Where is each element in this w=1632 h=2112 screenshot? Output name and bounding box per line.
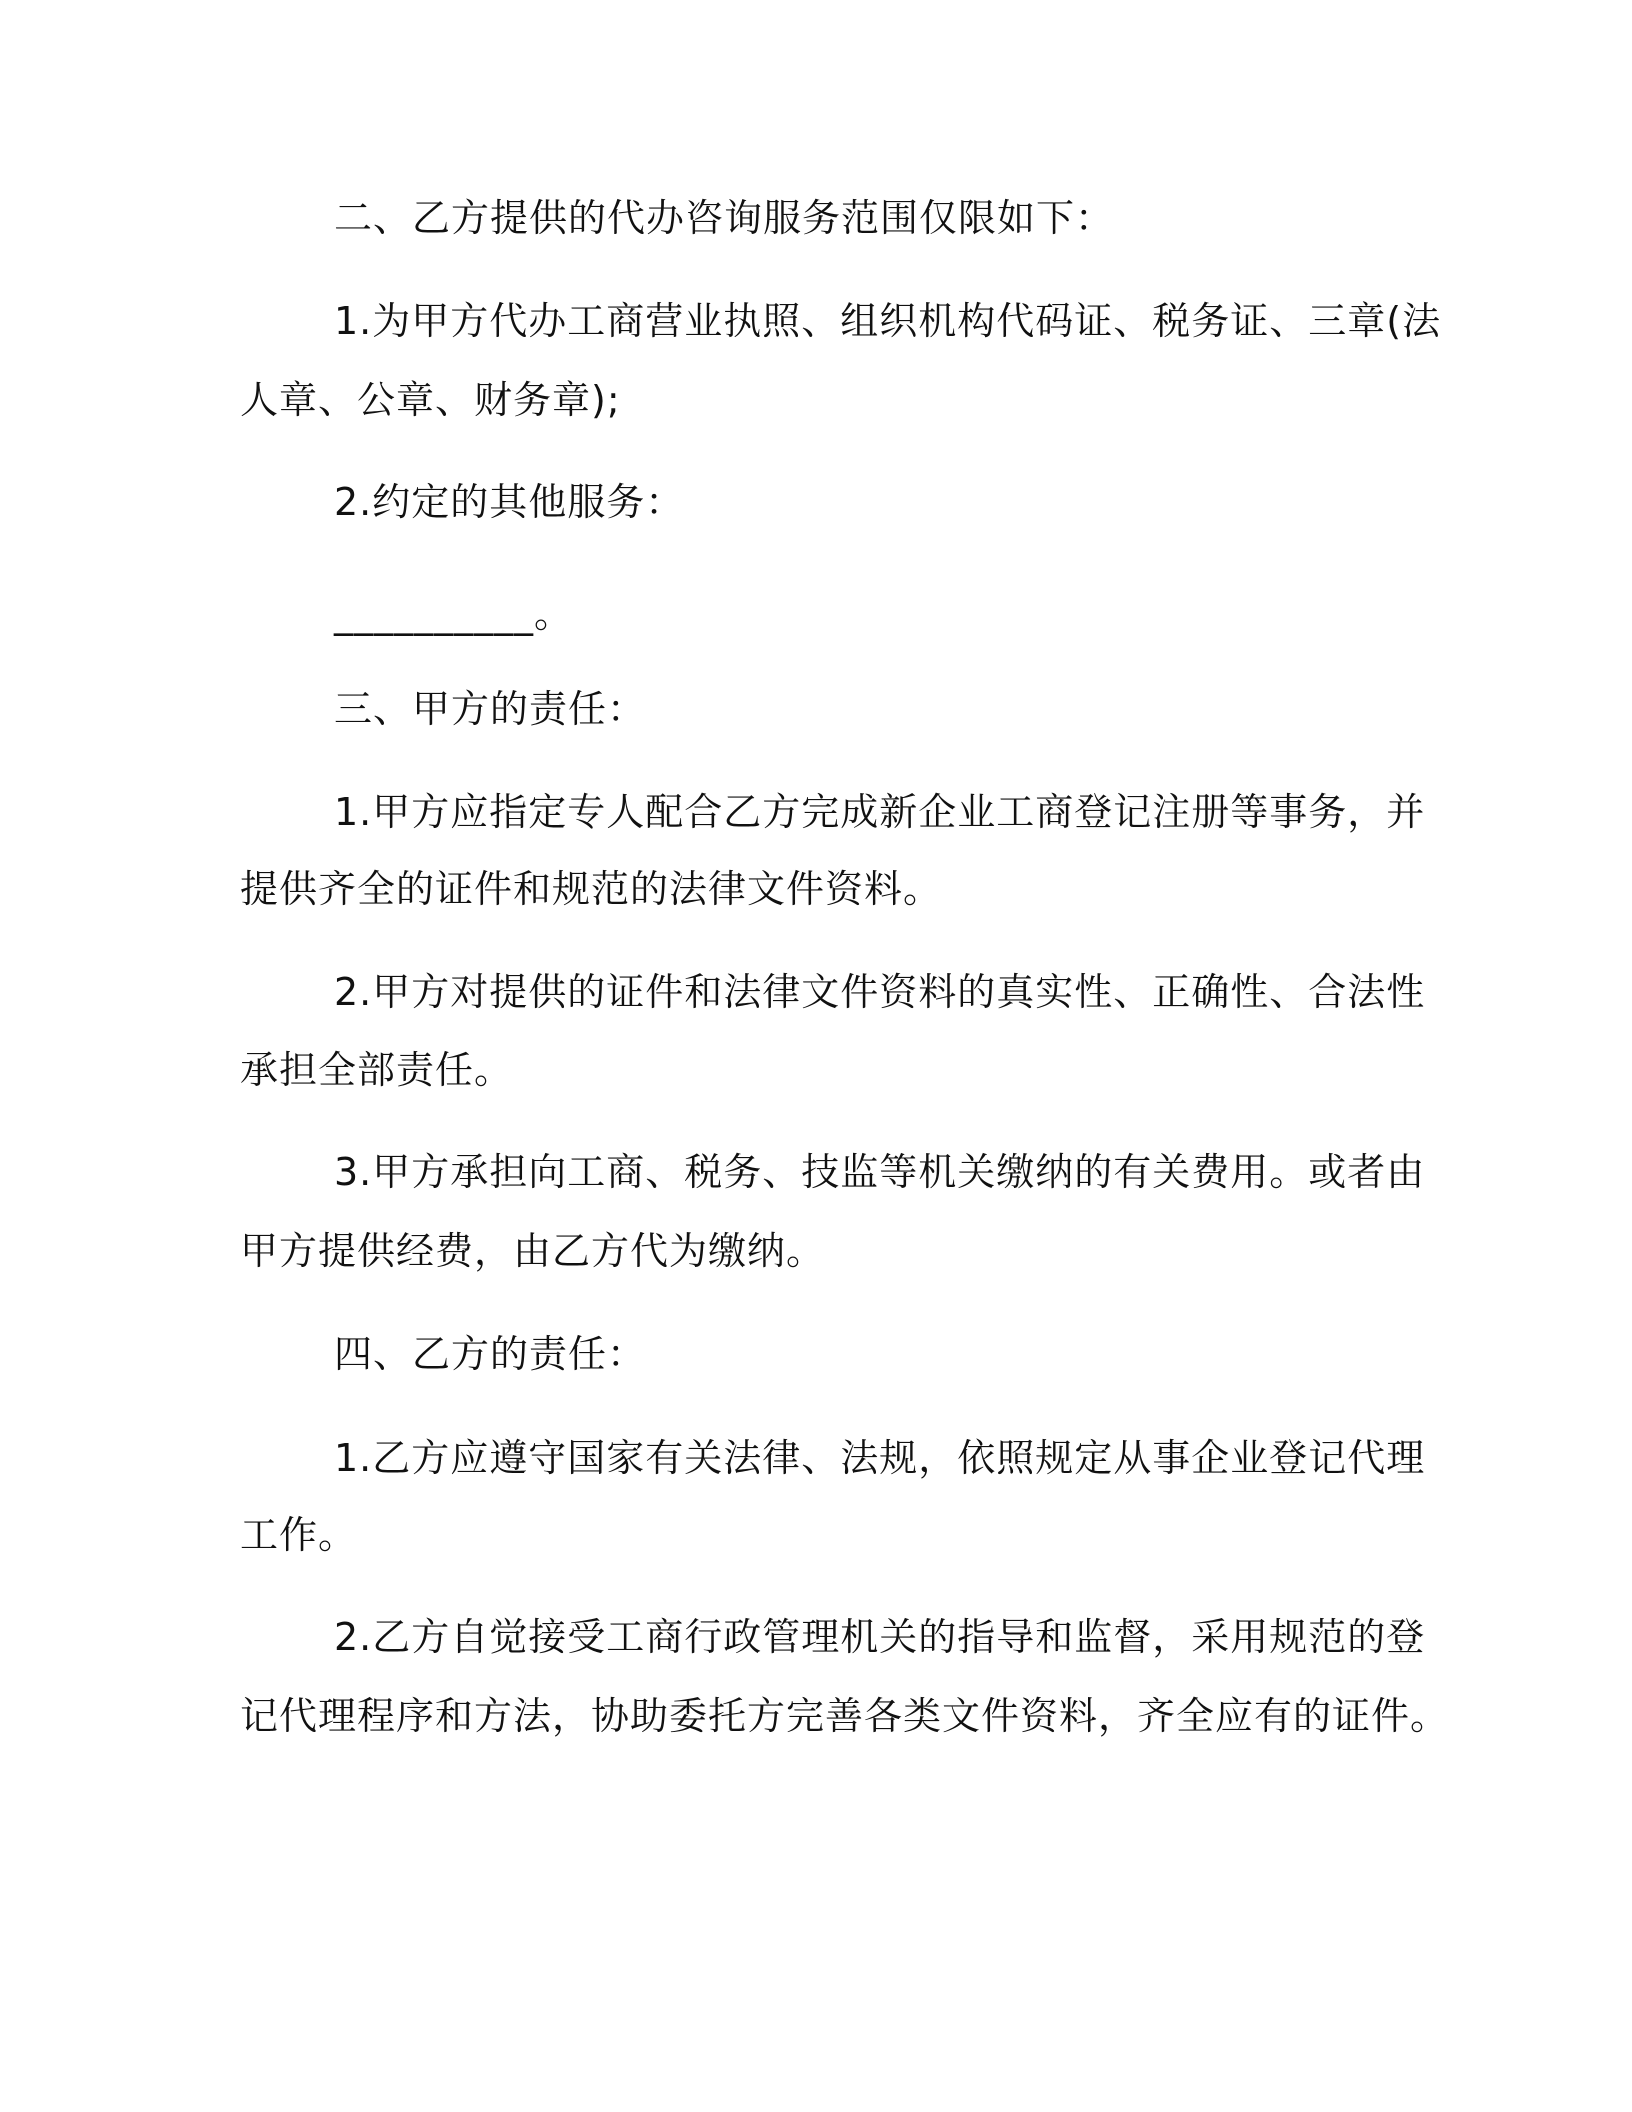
section-heading-two: 二、乙方提供的代办咨询服务范围仅限如下：	[334, 196, 1115, 240]
clause-line: 提供齐全的证件和规范的法律文件资料。	[240, 867, 943, 911]
section-heading-four: 四、乙方的责任：	[334, 1332, 647, 1376]
clause-line: 承担全部责任。	[240, 1048, 514, 1092]
clause-line: 2.甲方对提供的证件和法律文件资料的真实性、正确性、合法性	[334, 970, 1426, 1014]
clause-line: 甲方提供经费，由乙方代为缴纳。	[240, 1229, 826, 1273]
clause-line: 1.乙方应遵守国家有关法律、法规，依照规定从事企业登记代理	[334, 1436, 1426, 1480]
clause-line: 2.乙方自觉接受工商行政管理机关的指导和监督，采用规范的登	[334, 1615, 1426, 1659]
clause-line: 1.甲方应指定专人配合乙方完成新企业工商登记注册等事务，并	[334, 790, 1426, 834]
section-heading-three: 三、甲方的责任：	[334, 687, 647, 731]
clause-line: 记代理程序和方法，协助委托方完善各类文件资料，齐全应有的证件。	[240, 1694, 1450, 1738]
blank-fill-line: __________。	[334, 592, 574, 636]
clause-line: 人章、公章、财务章);	[240, 378, 621, 422]
clause-line: 2.约定的其他服务：	[334, 480, 685, 524]
clause-line: 工作。	[240, 1513, 358, 1557]
clause-line: 3.甲方承担向工商、税务、技监等机关缴纳的有关费用。或者由	[334, 1150, 1426, 1194]
clause-line: 1.为甲方代办工商营业执照、组织机构代码证、税务证、三章(法	[334, 299, 1442, 343]
